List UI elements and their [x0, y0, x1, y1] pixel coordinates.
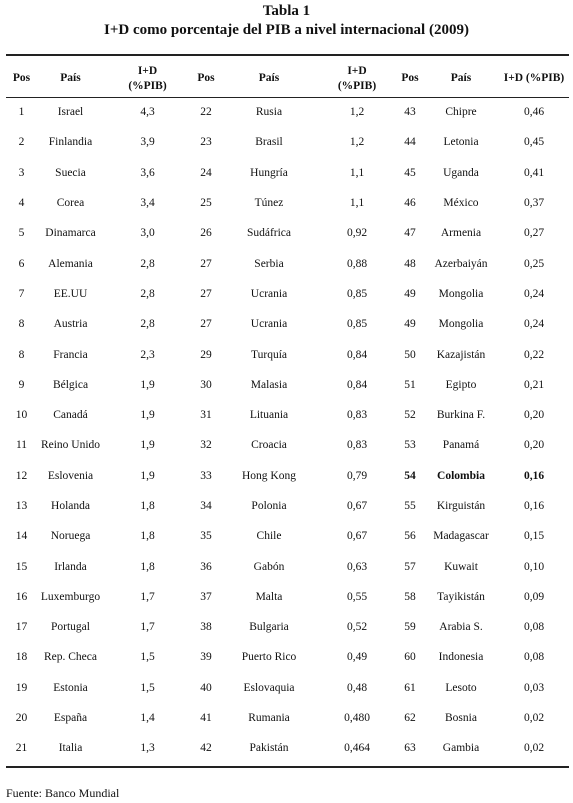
cell-country: Holanda	[51, 500, 90, 512]
cell-value: 1,3	[140, 742, 155, 755]
cell-country: Mongolia	[438, 318, 484, 331]
cell-pos: 18	[15, 651, 28, 664]
cell-country: España	[53, 712, 88, 725]
cell-pos: 39	[200, 651, 212, 664]
cell-pos: 45	[404, 166, 416, 179]
cell-pos: 44	[404, 136, 416, 149]
cell-pos: 49	[404, 318, 416, 331]
top-rule	[6, 54, 569, 56]
header-pais: País	[450, 72, 472, 84]
table-row	[6, 612, 569, 642]
cell-pos: 8	[18, 318, 25, 331]
cell-pos: 35	[200, 530, 212, 543]
cell-value: 0,88	[346, 257, 368, 270]
cell-country: Finlandia	[48, 136, 93, 149]
cell-country: Uganda	[443, 166, 479, 179]
cell-value: 3,9	[140, 136, 155, 149]
cell-value: 2,8	[140, 318, 155, 331]
header-row	[6, 60, 569, 97]
cell-value: 0,02	[523, 742, 545, 755]
cell-pos: 26	[200, 227, 212, 240]
cell-pos: 32	[200, 439, 212, 452]
cell-country: Dinamarca	[45, 227, 96, 240]
header-id-line2: (%PIB)	[128, 79, 167, 92]
cell-pos: 14	[15, 530, 28, 543]
table-body	[6, 97, 569, 764]
cell-pos: 42	[200, 742, 212, 755]
cell-pos: 6	[18, 257, 25, 270]
cell-pos: 49	[404, 287, 416, 300]
cell-pos: 55	[404, 500, 416, 512]
cell-country: Chipre	[445, 106, 477, 119]
table-title: Tabla 1	[262, 3, 311, 19]
cell-pos: 4	[18, 197, 25, 210]
cell-value: 0,16	[523, 469, 545, 482]
cell-value: 0,25	[523, 257, 545, 270]
cell-value: 0,480	[344, 712, 370, 725]
cell-country: Canadá	[53, 409, 88, 422]
cell-value: 0,02	[523, 712, 545, 725]
bottom-rule	[6, 766, 569, 768]
cell-value: 0,83	[346, 409, 368, 422]
cell-value: 0,09	[523, 590, 545, 603]
cell-value: 4,3	[140, 106, 155, 119]
cell-pos: 53	[404, 439, 416, 452]
table-row	[6, 673, 569, 703]
cell-pos: 9	[18, 378, 25, 391]
cell-country: Mongolia	[438, 287, 484, 300]
cell-country: Colombia	[437, 469, 485, 482]
cell-country: Malasia	[250, 378, 288, 391]
cell-pos: 31	[200, 409, 212, 422]
table-row	[6, 733, 569, 763]
cell-country: Estonia	[53, 681, 88, 694]
cell-country: Alemania	[48, 257, 93, 270]
table-row	[6, 430, 569, 460]
cell-value: 0,63	[346, 560, 368, 573]
cell-value: 1,2	[349, 106, 365, 119]
cell-country: Sudáfrica	[246, 227, 292, 240]
cell-country: Noruega	[50, 530, 91, 543]
cell-country: Chile	[256, 530, 282, 543]
cell-pos: 30	[200, 378, 212, 391]
table-row	[6, 461, 569, 491]
cell-pos: 19	[15, 681, 28, 694]
cell-country: Letonia	[443, 136, 479, 149]
header-id-line2: (%PIB)	[337, 79, 377, 92]
cell-pos: 1	[18, 106, 25, 119]
cell-country: Panamá	[442, 439, 480, 452]
cell-value: 0,21	[523, 378, 545, 391]
table-row	[6, 248, 569, 278]
table-row	[6, 218, 569, 248]
table-row	[6, 339, 569, 369]
cell-country: Luxemburgo	[40, 590, 101, 603]
table-row	[6, 309, 569, 339]
cell-country: Madagascar	[433, 530, 489, 543]
cell-country: Gambia	[442, 742, 480, 755]
cell-pos: 24	[200, 166, 212, 179]
table-row	[6, 97, 569, 127]
cell-country: Ucrania	[250, 287, 288, 300]
cell-value: 1,1	[349, 166, 365, 179]
cell-country: Bosnia	[445, 712, 477, 725]
table-row	[6, 642, 569, 672]
cell-value: 1,8	[140, 500, 155, 512]
cell-value: 1,5	[140, 681, 155, 694]
cell-value: 0,46	[523, 106, 545, 119]
cell-value: 1,5	[140, 651, 155, 664]
cell-value: 0,24	[523, 318, 545, 331]
cell-value: 0,37	[523, 197, 545, 210]
cell-value: 1,2	[349, 136, 365, 149]
cell-pos: 36	[200, 560, 212, 573]
header-id-line1: I+D	[347, 64, 367, 77]
cell-pos: 33	[200, 469, 212, 482]
cell-value: 2,8	[140, 287, 155, 300]
cell-country: Eslovaquia	[243, 681, 295, 694]
cell-pos: 59	[404, 621, 416, 634]
cell-value: 0,20	[523, 439, 545, 452]
cell-pos: 27	[200, 287, 212, 300]
header-pos: Pos	[197, 72, 215, 84]
cell-country: Portugal	[51, 621, 90, 634]
header-id	[317, 60, 397, 97]
cell-country: Hong Kong	[242, 469, 296, 482]
cell-value: 0,49	[346, 651, 368, 664]
cell-pos: 20	[15, 712, 28, 725]
cell-country: Reino Unido	[40, 439, 101, 452]
cell-pos: 50	[404, 348, 416, 361]
cell-pos: 48	[404, 257, 416, 270]
cell-country: Rumania	[248, 712, 290, 725]
cell-country: Israel	[57, 106, 84, 119]
cell-country: Brasil	[255, 136, 283, 149]
cell-pos: 54	[404, 469, 416, 482]
cell-value: 0,52	[346, 621, 368, 634]
cell-country: Burkina F.	[436, 409, 486, 422]
source-note: Fuente: Banco Mundial	[6, 786, 120, 800]
rd-table	[6, 60, 569, 764]
table-row	[6, 370, 569, 400]
cell-pos: 29	[200, 348, 212, 361]
cell-value: 0,45	[523, 136, 545, 149]
cell-value: 0,22	[523, 348, 545, 361]
cell-pos: 57	[404, 560, 416, 573]
cell-pos: 3	[18, 166, 25, 179]
cell-value: 0,92	[346, 227, 368, 240]
cell-value: 0,03	[523, 681, 545, 694]
cell-country: Azerbaiyán	[434, 257, 488, 270]
cell-pos: 37	[200, 590, 212, 603]
cell-country: Lesoto	[445, 681, 477, 694]
cell-country: Ucrania	[250, 318, 288, 331]
cell-value: 1,9	[140, 439, 155, 452]
cell-pos: 51	[404, 378, 416, 391]
cell-country: Pakistán	[249, 742, 289, 755]
cell-country: Gabón	[253, 560, 285, 573]
cell-pos: 2	[18, 136, 25, 149]
cell-pos: 46	[404, 197, 416, 210]
cell-value: 3,4	[140, 197, 155, 210]
cell-country: Corea	[56, 197, 85, 210]
cell-pos: 40	[200, 681, 212, 694]
cell-pos: 58	[404, 590, 416, 603]
header-pos: Pos	[12, 72, 31, 84]
cell-value: 0,15	[523, 530, 545, 543]
cell-country: Polonia	[251, 500, 287, 512]
cell-value: 0,79	[346, 469, 368, 482]
cell-country: Kuwait	[444, 560, 478, 573]
cell-pos: 11	[15, 439, 28, 452]
cell-country: Kirguistán	[436, 500, 486, 512]
cell-pos: 15	[15, 560, 28, 573]
table-row	[6, 582, 569, 612]
cell-pos: 21	[15, 742, 28, 755]
cell-value: 1,8	[140, 560, 155, 573]
cell-country: Rusia	[255, 106, 283, 119]
cell-value: 1,8	[140, 530, 155, 543]
cell-country: Rep. Checa	[43, 651, 97, 664]
cell-pos: 16	[15, 590, 28, 603]
cell-value: 3,6	[140, 166, 155, 179]
cell-country: Francia	[53, 348, 88, 361]
header-pais: País	[258, 72, 280, 84]
cell-country: Indonesia	[438, 651, 484, 664]
cell-country: Armenia	[440, 227, 482, 240]
cell-country: Bulgaria	[249, 621, 289, 634]
cell-value: 0,67	[346, 530, 368, 543]
cell-country: Italia	[58, 742, 83, 755]
table-row	[6, 188, 569, 218]
cell-country: Tayikistán	[437, 590, 485, 603]
table-row	[6, 703, 569, 733]
cell-pos: 12	[15, 469, 28, 482]
table-row	[6, 491, 569, 521]
cell-country: Eslovenia	[47, 469, 94, 482]
cell-country: Hungría	[250, 166, 288, 179]
header-pais: País	[60, 72, 81, 84]
table-row	[6, 279, 569, 309]
table-row	[6, 127, 569, 157]
header-id-line1: I+D	[137, 64, 158, 77]
cell-country: Croacia	[251, 439, 287, 452]
cell-pos: 63	[404, 742, 416, 755]
cell-pos: 5	[18, 227, 25, 240]
cell-country: Turquía	[251, 348, 287, 361]
cell-pos: 8	[18, 348, 25, 361]
cell-value: 0,24	[523, 287, 545, 300]
cell-pos: 56	[404, 530, 416, 543]
cell-value: 0,10	[523, 560, 545, 573]
cell-value: 0,55	[346, 590, 368, 603]
table-row	[6, 158, 569, 188]
table-row	[6, 551, 569, 581]
cell-country: EE.UU	[53, 287, 88, 300]
cell-pos: 43	[404, 106, 416, 119]
cell-value: 0,08	[523, 651, 545, 664]
cell-value: 0,84	[346, 378, 368, 391]
cell-country: Lituania	[249, 409, 289, 422]
table-row	[6, 400, 569, 430]
cell-pos: 27	[200, 318, 212, 331]
cell-country: Malta	[255, 590, 283, 603]
cell-pos: 38	[200, 621, 212, 634]
cell-value: 0,41	[523, 166, 545, 179]
cell-value: 1,1	[349, 197, 365, 210]
cell-value: 0,48	[346, 681, 368, 694]
cell-country: Egipto	[445, 378, 477, 391]
cell-pos: 10	[15, 409, 28, 422]
cell-pos: 13	[15, 500, 28, 512]
cell-pos: 34	[200, 500, 212, 512]
cell-value: 0,85	[346, 318, 368, 331]
cell-pos: 22	[200, 106, 212, 119]
cell-country: Suecia	[55, 166, 86, 179]
cell-value: 0,84	[346, 348, 368, 361]
cell-pos: 25	[200, 197, 212, 210]
cell-country: Serbia	[254, 257, 284, 270]
cell-pos: 7	[18, 287, 25, 300]
cell-pos: 61	[404, 681, 416, 694]
header-id	[104, 60, 191, 97]
cell-country: Túnez	[254, 197, 284, 210]
cell-value: 1,9	[140, 469, 155, 482]
cell-country: Kazajistán	[436, 348, 486, 361]
header-id: I+D (%PIB)	[503, 72, 565, 84]
cell-value: 0,20	[523, 409, 545, 422]
cell-value: 1,4	[140, 712, 155, 725]
cell-pos: 41	[200, 712, 212, 725]
cell-pos: 60	[404, 651, 416, 664]
cell-value: 2,8	[140, 257, 155, 270]
cell-pos: 47	[404, 227, 416, 240]
cell-value: 1,9	[140, 409, 155, 422]
cell-value: 0,85	[346, 287, 368, 300]
cell-value: 1,9	[140, 378, 155, 391]
cell-value: 3,0	[140, 227, 155, 240]
cell-country: Arabia S.	[439, 621, 483, 634]
cell-value: 0,27	[523, 227, 545, 240]
cell-country: Puerto Rico	[241, 651, 297, 664]
table-subtitle: I+D como porcentaje del PIB a nivel internacional (2009)	[104, 22, 469, 38]
cell-value: 0,83	[346, 439, 368, 452]
cell-value: 1,7	[140, 590, 155, 603]
cell-value: 0,464	[344, 742, 370, 755]
cell-value: 1,7	[140, 621, 155, 634]
cell-country: México	[443, 197, 479, 210]
cell-pos: 27	[200, 257, 212, 270]
cell-pos: 52	[404, 409, 416, 422]
cell-pos: 17	[15, 621, 28, 634]
table-row	[6, 521, 569, 551]
cell-pos: 23	[200, 136, 212, 149]
cell-pos: 62	[404, 712, 416, 725]
cell-value: 2,3	[140, 348, 155, 361]
cell-country: Austria	[53, 318, 88, 331]
header-pos: Pos	[401, 72, 419, 84]
cell-value: 0,16	[523, 500, 545, 512]
cell-country: Bélgica	[52, 378, 89, 391]
cell-value: 0,67	[346, 500, 368, 512]
cell-country: Irlanda	[54, 560, 87, 573]
cell-value: 0,08	[523, 621, 545, 634]
